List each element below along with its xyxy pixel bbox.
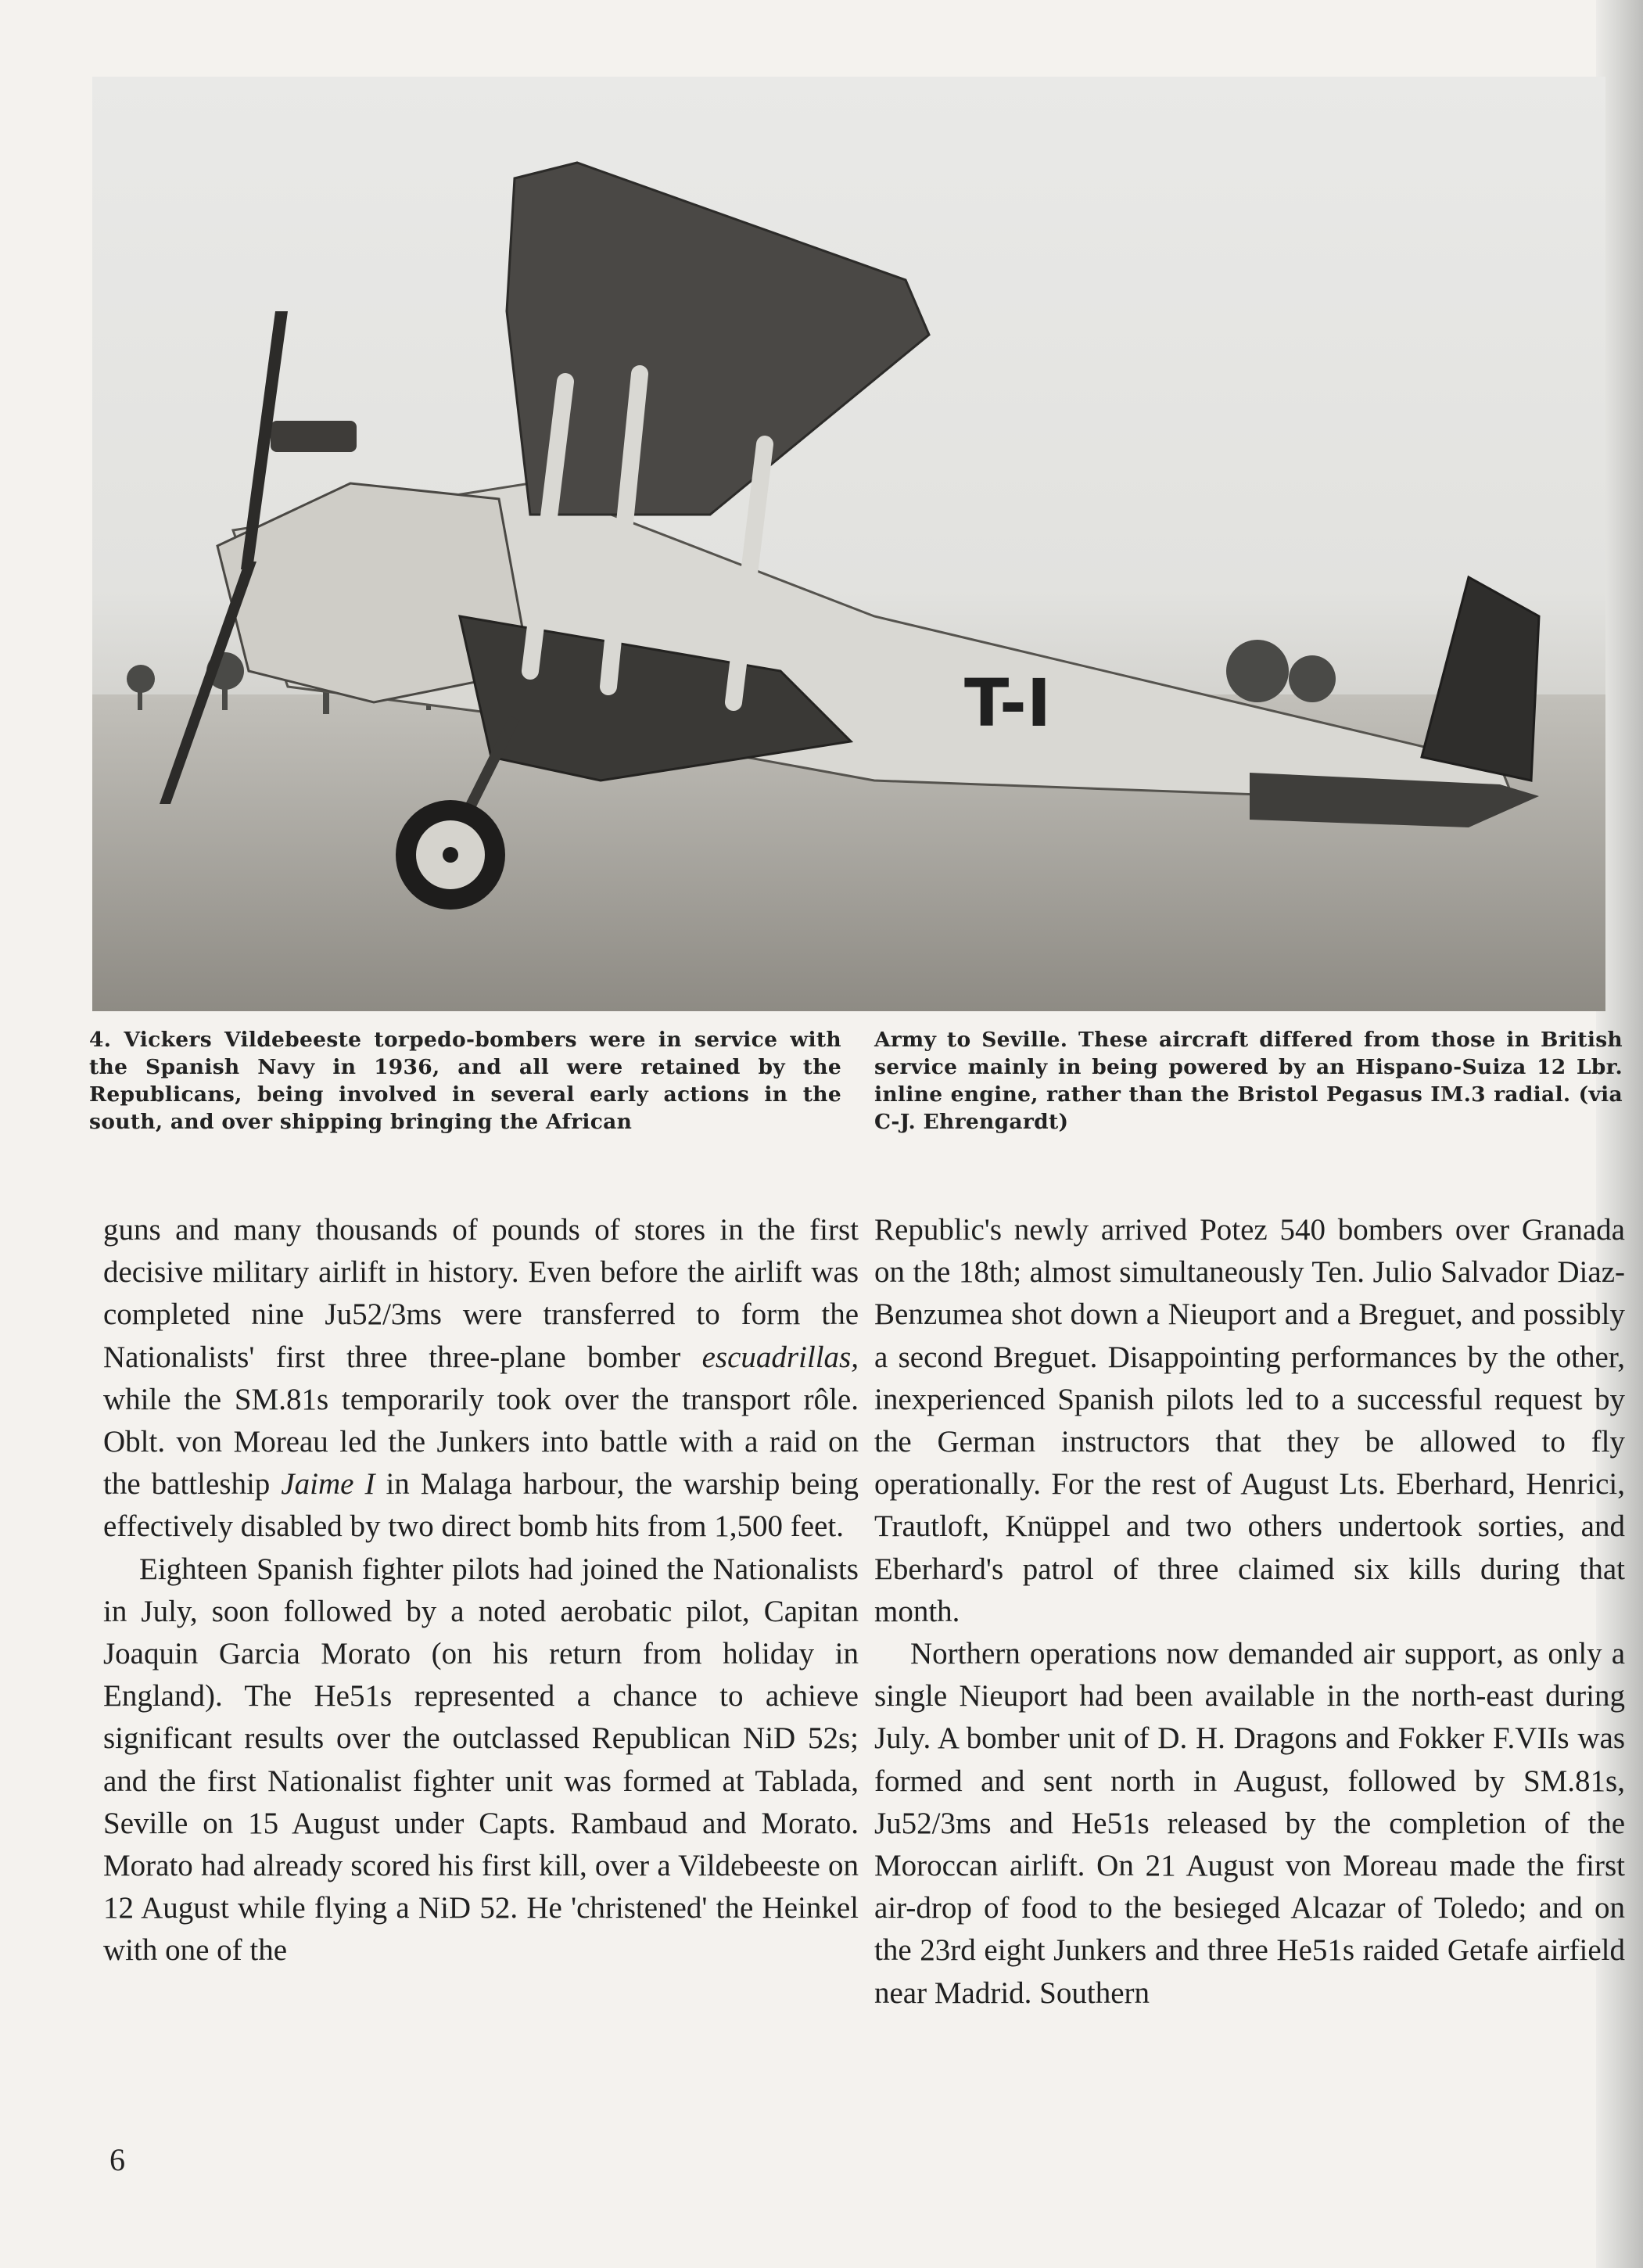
page-number: 6	[109, 2142, 125, 2177]
photo-caption-left: 4. Vickers Vildebeeste torpedo-bombers were in service with the Spanish Navy in 1936, and all were retained by the Republicans, being involved in several early actions in the south, and over shipping bringing the African	[89, 1028, 841, 1134]
paragraph: Eighteen Spanish fighter pilots had joined the Nationalists in July, soon followed by a noted aerobatic pilot, Capitan Joaquin Garcia Morato (on his return from holiday in England). The He51s represented a chance to achieve significant results over the outclassed Republican NiD 52s; and the first Nationalist fighter unit was formed at Tablada, Seville on 15 August under Capts. Rambaud and Morato. Morato had already scored his first kill, over a Vildebeeste on 12 August while flying a NiD 52. He 'christened' the Heinkel with one of the	[103, 1552, 859, 1968]
aircraft-photo	[92, 77, 1605, 1011]
paragraph	[103, 1209, 859, 1548]
ship-name: Jaime I	[281, 1467, 375, 1502]
text-run: while the SM.81s temporarily took over the transport rôle. Oblt. von Moreau led the Junkers into battle with a raid on the battleship	[103, 1382, 859, 1502]
italic-term: escuadrillas,	[701, 1340, 859, 1374]
paragraph: Republic's newly arrived Potez 540 bombers over Granada on the 18th; almost simultaneously Ten. Julio Salvador Diaz-Benzumea shot down a Nieuport and a Breguet, and possibly a second Breguet. Disappointing performances by the other, inexperienced Spanish pilots led to a successful request by the German instructors that they be allowed to fly operationally. For the rest of August Lts. Eberhard, Henrici, Trautloft, Knüppel and two others undertook sorties, and Eberhard's patrol of three claimed six kills during that month.	[874, 1213, 1625, 1628]
photo-caption-right: Army to Seville. These aircraft differed from those in British service mainly in being powered by an Hispano-Suiza 12 Lbr. inline engine, rather than the Bristol Pegasus IM.3 radial. (via C-J. Ehrengardt)	[874, 1028, 1623, 1134]
text-run: in Malaga harbour, the warship being effectively disabled by two direct bomb hits from 1,500 feet.	[103, 1467, 859, 1544]
paragraph: Northern operations now demanded air support, as only a single Nieuport had been available in the north-east during July. A bomber unit of D. H. Dragons and Fokker F.VIIs was formed and sent north in August, followed by SM.81s, Ju52/3ms and He51s released by the completion of the Moroccan airlift. On 21 August von Moreau made the first air-drop of food to the besieged Alcazar of Toledo; and on the 23rd eight Junkers and three He51s raided Getafe airfield near Madrid. Southern	[874, 1637, 1625, 2010]
text-run: guns and many thousands of pounds of stores in the first decisive military airlift in history. Even before the airlift was completed nine Ju52/3ms were transferred to form the Nationalists' first three three-plane bomber	[103, 1213, 859, 1374]
body-column-right	[874, 1209, 1625, 2015]
body-column-left	[103, 1209, 859, 1972]
tail-fin	[1422, 577, 1539, 781]
vildebeeste-illustration	[92, 77, 1605, 1011]
fuselage-marking: T-I	[964, 665, 1052, 741]
radiator	[271, 421, 357, 452]
upper-wing	[507, 163, 929, 515]
